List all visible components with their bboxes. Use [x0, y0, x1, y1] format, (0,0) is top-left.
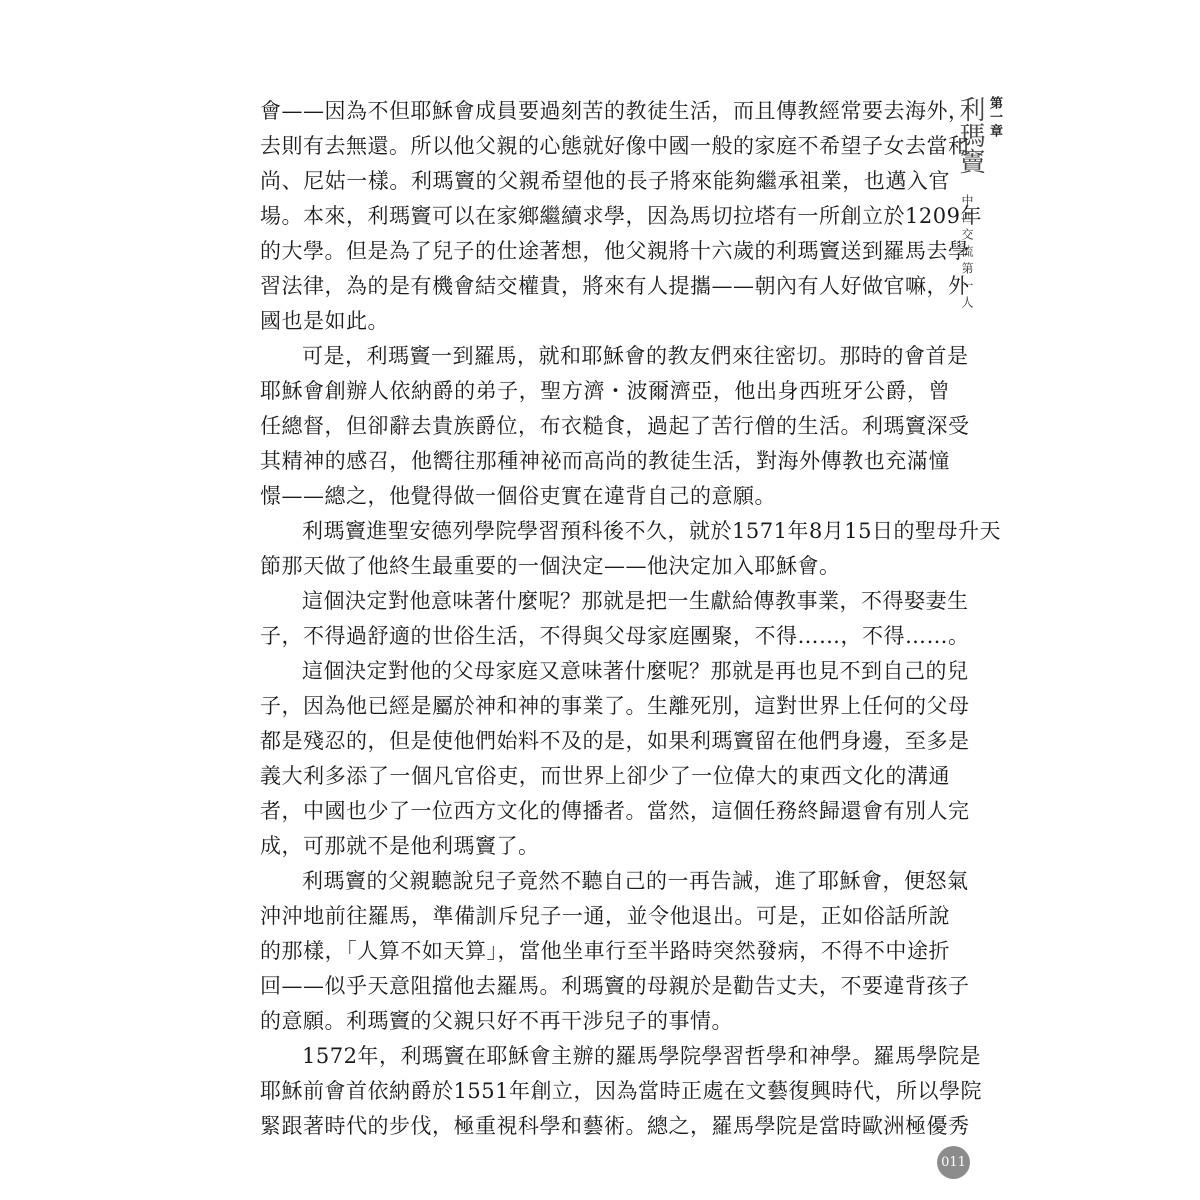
text-line: 義大利多添了一個凡官俗吏，而世界上卻少了一位偉大的東西文化的溝通 — [260, 764, 950, 788]
text-line: 場。本來，利瑪竇可以在家鄉繼續求學，因為馬切拉塔有一所創立於1209年 — [260, 204, 982, 228]
text-line: 憬——總之，他覺得做一個俗吏實在違背自己的意願。 — [260, 484, 776, 508]
page-number: 011 — [937, 1146, 970, 1179]
text-line: 子，不得過舒適的世俗生活，不得與父母家庭團聚，不得……，不得……。 — [260, 624, 970, 648]
text-line: 耶穌前會首依納爵於1551年創立，因為當時正處在文藝復興時代，所以學院 — [260, 1079, 982, 1103]
text-line: 都是殘忍的，但是使他們始料不及的是，如果利瑪竇留在他們身邊，至多是 — [260, 729, 970, 753]
text-line: 的那樣，「人算不如天算」，當他坐車行至半路時突然發病，不得不中途折 — [260, 939, 950, 963]
text-line: 習法律，為的是有機會結交權貴，將來有人提攜——朝內有人好做官嘛，外 — [260, 274, 970, 298]
text-line: 者，中國也少了一位西方文化的傳播者。當然，這個任務終歸還會有別人完 — [260, 799, 970, 823]
chapter-name: 利瑪竇 — [955, 96, 985, 174]
text-line: 其精神的感召，他嚮往那種神祕而高尚的教徒生活，對海外傳教也充滿憧 — [260, 449, 950, 473]
text-line: 任總督，但卻辭去貴族爵位，布衣糙食，過起了苦行僧的生活。利瑪竇深受 — [260, 414, 970, 438]
text-line: 尚、尼姑一樣。利瑪竇的父親希望他的長子將來能夠繼承祖業，也邁入官 — [260, 169, 950, 193]
text-line: 可是，利瑪竇一到羅馬，就和耶穌會的教友們來往密切。那時的會首是 — [302, 344, 969, 368]
text-line: 的大學。但是為了兒子的仕途著想，他父親將十六歲的利瑪竇送到羅馬去學 — [260, 239, 970, 263]
text-line: 去則有去無還。所以他父親的心態就好像中國一般的家庭不希望子女去當和 — [260, 134, 970, 158]
text-line: 的意願。利瑪竇的父親只好不再干涉兒子的事情。 — [260, 1009, 733, 1033]
text-line: 1572年，利瑪竇在耶穌會主辦的羅馬學院學習哲學和神學。羅馬學院是 — [302, 1044, 981, 1068]
text-line: 利瑪竇的父親聽說兒子竟然不聽自己的一再告誡，進了耶穌會，便怒氣 — [302, 869, 969, 893]
chapter-subtitle: 中西交流第一人 — [960, 194, 974, 313]
text-line: 會——因為不但耶穌會成員要過刻苦的教徒生活，而且傳教經常要去海外， — [260, 99, 970, 123]
running-head — [955, 96, 1005, 336]
text-line: 沖沖地前往羅馬，準備訓斥兒子一通，並令他退出。可是，正如俗話所說 — [260, 904, 950, 928]
text-line: 耶穌會創辦人依納爵的弟子，聖方濟・波爾濟亞，他出身西班牙公爵，曾 — [260, 379, 950, 403]
text-line: 這個決定對他的父母家庭又意味著什麼呢？那就是再也見不到自己的兒 — [302, 659, 969, 683]
text-line: 利瑪竇進聖安德列學院學習預科後不久，就於1571年8月15日的聖母升天 — [302, 519, 1002, 543]
text-line: 這個決定對他意味著什麼呢？那就是把一生獻給傳教事業，不得娶妻生 — [302, 589, 969, 613]
text-line: 成，可那就不是他利瑪竇了。 — [260, 834, 540, 858]
text-line: 節那天做了他終生最重要的一個決定——他決定加入耶穌會。 — [260, 554, 841, 578]
text-line: 回——似乎天意阻擋他去羅馬。利瑪竇的母親於是勸告丈夫，不要違背孩子 — [260, 974, 970, 998]
text-line: 緊跟著時代的步伐，極重視科學和藝術。總之，羅馬學院是當時歐洲極優秀 — [260, 1114, 970, 1138]
text-line: 國也是如此。 — [260, 309, 389, 333]
text-line: 子，因為他已經是屬於神和神的事業了。生離死別，這對世界上任何的父母 — [260, 694, 970, 718]
chapter-label: 第一章 — [987, 96, 1002, 138]
